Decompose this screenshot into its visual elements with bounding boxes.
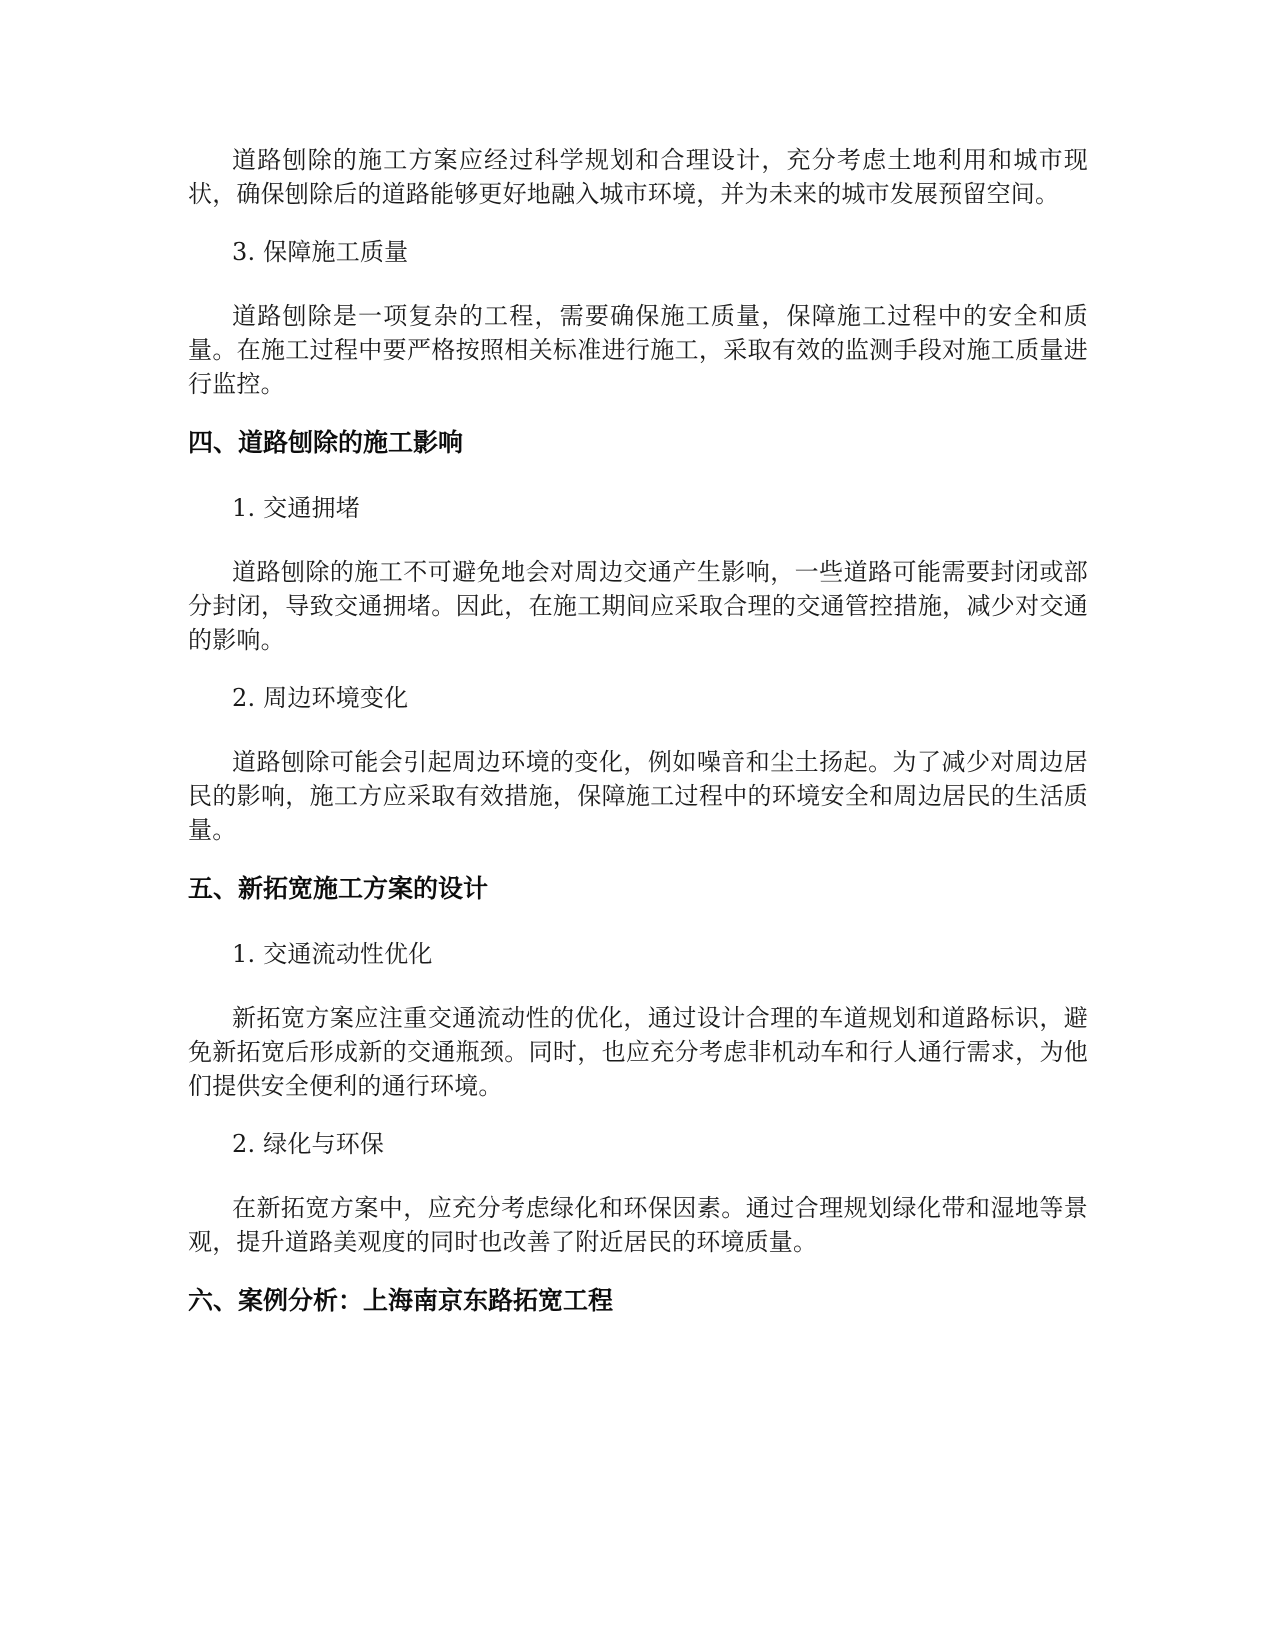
paragraph-greening: 在新拓宽方案中，应充分考虑绿化和环保因素。通过合理规划绿化带和湿地等景观，提升道路美观度的同时也改善了附近居民的环境质量。	[188, 1194, 1088, 1256]
paragraph-environment-change: 道路刨除可能会引起周边环境的变化，例如噪音和尘土扬起。为了减少对周边居民的影响，施工方应采取有效措施，保障施工过程中的环境安全和周边居民的生活质量。	[188, 748, 1088, 844]
list-item-quality: 3. 保障施工质量	[232, 238, 409, 266]
section-heading-design: 五、新拓宽施工方案的设计	[188, 874, 489, 903]
section-heading-impact: 四、道路刨除的施工影响	[188, 428, 464, 457]
paragraph-traffic-jam: 道路刨除的施工不可避免地会对周边交通产生影响，一些道路可能需要封闭或部分封闭，导致交通拥堵。因此，在施工期间应采取合理的交通管控措施，减少对交通的影响。	[188, 558, 1088, 654]
paragraph-planning: 道路刨除的施工方案应经过科学规划和合理设计，充分考虑土地利用和城市现状，确保刨除后的道路能够更好地融入城市环境，并为未来的城市发展预留空间。	[188, 146, 1088, 208]
list-item-environment-change: 2. 周边环境变化	[232, 684, 409, 712]
paragraph-traffic-flow: 新拓宽方案应注重交通流动性的优化，通过设计合理的车道规划和道路标识，避免新拓宽后形成新的交通瓶颈。同时，也应充分考虑非机动车和行人通行需求，为他们提供安全便利的通行环境。	[188, 1004, 1088, 1100]
paragraph-quality: 道路刨除是一项复杂的工程，需要确保施工质量，保障施工过程中的安全和质量。在施工过程中要严格按照相关标准进行施工，采取有效的监测手段对施工质量进行监控。	[188, 302, 1088, 398]
section-heading-case-study: 六、案例分析：上海南京东路拓宽工程	[188, 1286, 614, 1315]
document-body	[188, 143, 1088, 1349]
list-item-greening: 2. 绿化与环保	[232, 1130, 385, 1158]
list-item-traffic-flow: 1. 交通流动性优化	[232, 940, 433, 968]
list-item-traffic-jam: 1. 交通拥堵	[232, 494, 360, 522]
